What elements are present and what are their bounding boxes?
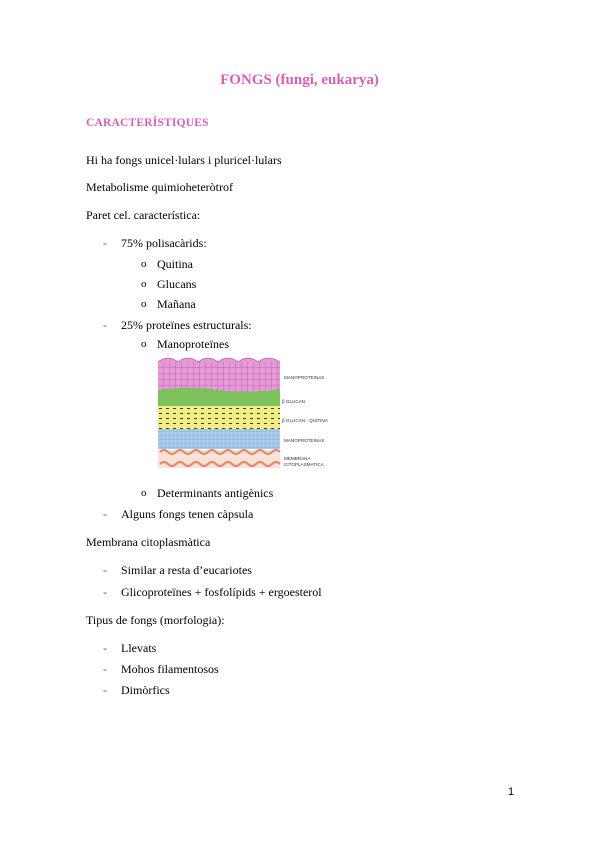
list-item-llevats: Llevats (121, 641, 157, 655)
dash-marker: - (103, 683, 107, 697)
dash-marker: - (103, 318, 107, 332)
label-citoplasmatica: CITOPLASMATICA (284, 462, 324, 467)
list-item-polysaccharides: 75% polisacàrids: (121, 236, 207, 250)
sublist-item-antigenic: Determinants antigènics (157, 486, 274, 500)
label-manoproteinas-top: MANOPROTEINAS (284, 375, 325, 380)
paragraph-metabolism: Metabolisme quimioheteròtrof (86, 180, 233, 194)
manoproteinas-fringe (158, 358, 280, 362)
label-membrana: MEMBRANA (284, 456, 311, 461)
paragraph-types: Tipus de fongs (morfologia): (86, 613, 225, 627)
label-manoproteinas-bottom: MANOPROTEINAS (284, 438, 325, 443)
dash-marker: - (103, 641, 107, 655)
dash-marker: - (103, 236, 107, 250)
list-item-dimorfics: Dimòrfics (121, 683, 170, 697)
section-heading: CARACTERÍSTIQUES (86, 117, 209, 129)
bullet-marker: o (141, 338, 147, 350)
list-item-capsule: Alguns fongs tenen càpsula (121, 507, 254, 521)
list-item-mohos: Mohos filamentosos (121, 662, 219, 676)
label-glucan: β GLUCAN (282, 399, 306, 404)
paragraph-membrane: Membrana citoplasmàtica (86, 535, 211, 549)
bullet-marker: o (141, 278, 147, 290)
bullet-marker: o (141, 258, 147, 270)
list-item-glycoproteins: Glicoproteïnes + fosfolípids + ergoesterol (121, 585, 322, 599)
label-glucan-quitina: β GLUCAN - QUITINA (282, 418, 328, 423)
page-title: FONGS (fungi, eukarya) (220, 72, 379, 88)
sublist-item-quitina: Quitina (157, 257, 193, 271)
manoproteinas-layer (158, 362, 280, 392)
bullet-marker: o (141, 298, 147, 310)
sublist-item-manana: Mañana (157, 297, 196, 311)
inner-manoproteinas-layer (158, 429, 280, 449)
list-item-similar: Similar a resta d’eucariotes (121, 563, 252, 577)
dash-marker: - (103, 662, 107, 676)
cell-wall-diagram (158, 356, 341, 476)
sublist-item-manoproteines: Manoproteïnes (157, 337, 229, 351)
glucan-quitina-layer (158, 406, 280, 429)
paragraph-cell-wall: Paret cel. característica: (86, 208, 201, 222)
dash-marker: - (103, 507, 107, 521)
list-item-proteins: 25% proteïnes estructurals: (121, 318, 252, 332)
bullet-marker: o (141, 487, 147, 499)
dash-marker: - (103, 585, 107, 599)
paragraph-unicellular: Hi ha fongs unicel·lulars i pluricel·lulars (86, 153, 282, 167)
page-number: 1 (508, 786, 515, 798)
dash-marker: - (103, 563, 107, 577)
sublist-item-glucans: Glucans (157, 277, 197, 291)
